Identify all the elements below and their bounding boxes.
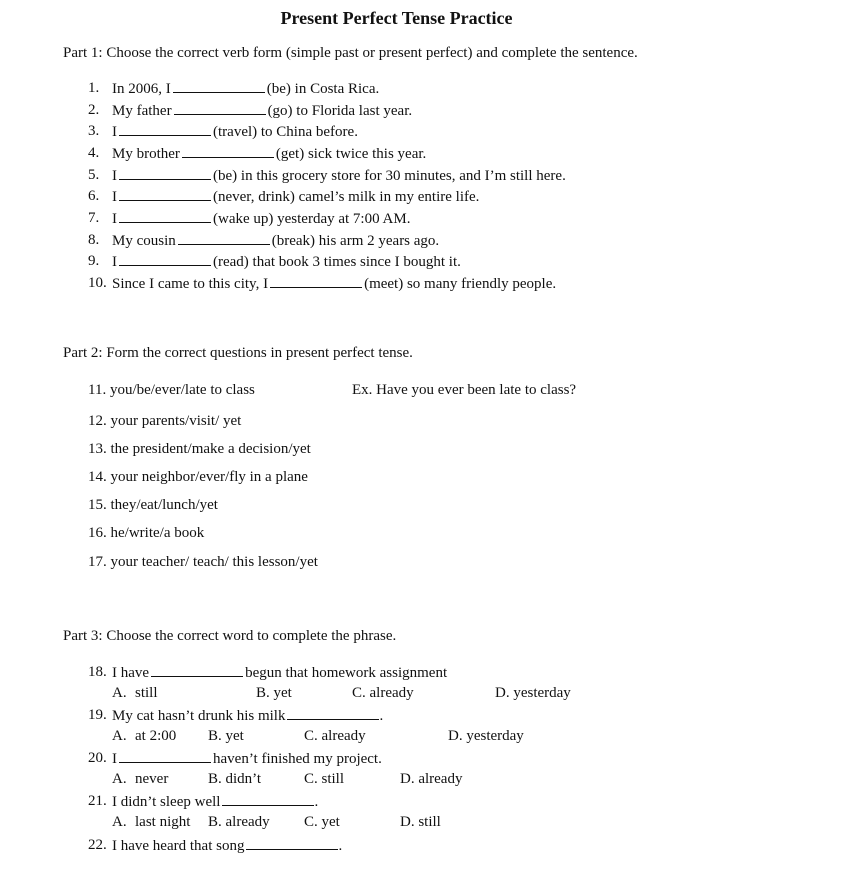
answer-option: D. still [400, 814, 441, 830]
sentence-end: begun that homework assignment [245, 665, 448, 681]
item-number: 1. [88, 80, 100, 96]
answer-option: B. already [208, 814, 270, 830]
sentence-start: I [112, 168, 117, 184]
answer-option: C. already [352, 685, 414, 701]
item-sentence [112, 79, 379, 98]
sentence-end: (wake up) yesterday at 7:00 AM. [213, 211, 411, 227]
item-sentence [112, 749, 382, 768]
item-sentence [112, 231, 439, 250]
answer-blank[interactable] [151, 663, 243, 677]
item-number: 8. [88, 232, 100, 248]
answer-blank[interactable] [119, 252, 211, 266]
answer-blank[interactable] [119, 749, 211, 763]
sentence-end: . [338, 838, 343, 854]
item-number: 6. [88, 188, 100, 204]
item-sentence [112, 274, 556, 293]
question-prompt: 13. the president/make a decision/yet [88, 441, 311, 457]
answer-blank[interactable] [270, 274, 362, 288]
item-sentence [112, 187, 479, 206]
item-sentence [112, 101, 412, 120]
part1-heading: Part 1: Choose the correct verb form (simple past or present perfect) and complete the sentence. [63, 45, 638, 61]
answer-blank[interactable] [178, 231, 270, 245]
answer-option: B. yet [256, 685, 292, 701]
answer-blank[interactable] [173, 79, 265, 93]
answer-blank[interactable] [246, 836, 338, 850]
sentence-start: I have heard that song [112, 838, 245, 854]
sentence-end: (break) his arm 2 years ago. [271, 233, 440, 249]
sentence-start: I [112, 254, 117, 270]
answer-option: A. [112, 728, 127, 744]
sentence-end: (read) that book 3 times since I bought it. [213, 254, 461, 270]
answer-option: at 2:00 [135, 728, 177, 744]
answer-option: B. didn’t [208, 771, 262, 787]
item-sentence [112, 836, 342, 855]
answer-blank[interactable] [182, 144, 274, 158]
sentence-start: I [112, 751, 117, 767]
answer-blank[interactable] [174, 101, 266, 115]
part3-heading: Part 3: Choose the correct word to complete the phrase. [63, 628, 397, 644]
sentence-start: My father [112, 103, 172, 119]
sentence-end: (meet) so many friendly people. [364, 276, 557, 292]
part2-example: Ex. Have you ever been late to class? [352, 382, 577, 398]
page-title: Present Perfect Tense Practice [280, 8, 513, 28]
answer-option: C. yet [304, 814, 340, 830]
answer-option: C. already [304, 728, 366, 744]
sentence-start: Since I came to this city, I [112, 276, 269, 292]
item-sentence [112, 252, 461, 271]
item-number: 18. [88, 664, 107, 680]
item-number: 19. [88, 707, 107, 723]
question-prompt: 14. your neighbor/ever/fly in a plane [88, 469, 308, 485]
sentence-start: My cat hasn’t drunk his milk [112, 708, 286, 724]
answer-blank[interactable] [119, 209, 211, 223]
answer-option: still [135, 685, 158, 701]
item-number: 5. [88, 167, 100, 183]
sentence-start: In 2006, I [112, 81, 171, 97]
sentence-end: (be) in this grocery store for 30 minutes, and I’m still here. [213, 168, 566, 184]
sentence-start: My cousin [112, 233, 176, 249]
part2-heading: Part 2: Form the correct questions in present perfect tense. [63, 345, 413, 361]
answer-option: D. already [400, 771, 463, 787]
item-number: 4. [88, 145, 100, 161]
answer-option: C. still [304, 771, 345, 787]
sentence-end: (get) sick twice this year. [275, 146, 427, 162]
sentence-end: (never, drink) camel’s milk in my entire life. [213, 189, 480, 205]
sentence-start: I [112, 124, 117, 140]
item-number: 10. [88, 275, 107, 291]
sentence-start: I [112, 189, 117, 205]
sentence-end: . [379, 708, 384, 724]
item-sentence [112, 792, 318, 811]
sentence-end: (go) to Florida last year. [267, 103, 413, 119]
sentence-end: . [314, 794, 319, 810]
item-number: 21. [88, 793, 107, 809]
question-prompt: 17. your teacher/ teach/ this lesson/yet [88, 554, 318, 570]
sentence-start: My brother [112, 146, 180, 162]
item-sentence [112, 706, 383, 725]
sentence-end: (travel) to China before. [213, 124, 358, 140]
item-number: 9. [88, 253, 100, 269]
item-sentence [112, 122, 358, 141]
item-sentence [112, 663, 447, 682]
item-number: 20. [88, 750, 107, 766]
item-number: 22. [88, 837, 107, 853]
answer-option: D. yesterday [448, 728, 524, 744]
item-number: 2. [88, 102, 100, 118]
question-prompt: 16. he/write/a book [88, 525, 205, 541]
item-sentence [112, 144, 426, 163]
answer-blank[interactable] [287, 706, 379, 720]
question-prompt: 11. you/be/ever/late to class [88, 382, 255, 398]
answer-option: last night [135, 814, 191, 830]
item-number: 3. [88, 123, 100, 139]
answer-blank[interactable] [119, 187, 211, 201]
answer-option: D. yesterday [495, 685, 571, 701]
answer-blank[interactable] [222, 792, 314, 806]
item-number: 7. [88, 210, 100, 226]
item-sentence [112, 166, 566, 185]
answer-option: B. yet [208, 728, 244, 744]
sentence-end: haven’t finished my project. [213, 751, 382, 767]
sentence-end: (be) in Costa Rica. [266, 81, 380, 97]
answer-blank[interactable] [119, 166, 211, 180]
question-prompt: 12. your parents/visit/ yet [88, 413, 242, 429]
question-prompt: 15. they/eat/lunch/yet [88, 497, 218, 513]
answer-option: A. [112, 814, 127, 830]
sentence-start: I didn’t sleep well [112, 794, 221, 810]
answer-option: A. [112, 685, 127, 701]
answer-option: never [135, 771, 169, 787]
sentence-start: I [112, 211, 117, 227]
sentence-start: I have [112, 665, 150, 681]
item-sentence [112, 209, 410, 228]
answer-blank[interactable] [119, 122, 211, 136]
answer-option: A. [112, 771, 127, 787]
